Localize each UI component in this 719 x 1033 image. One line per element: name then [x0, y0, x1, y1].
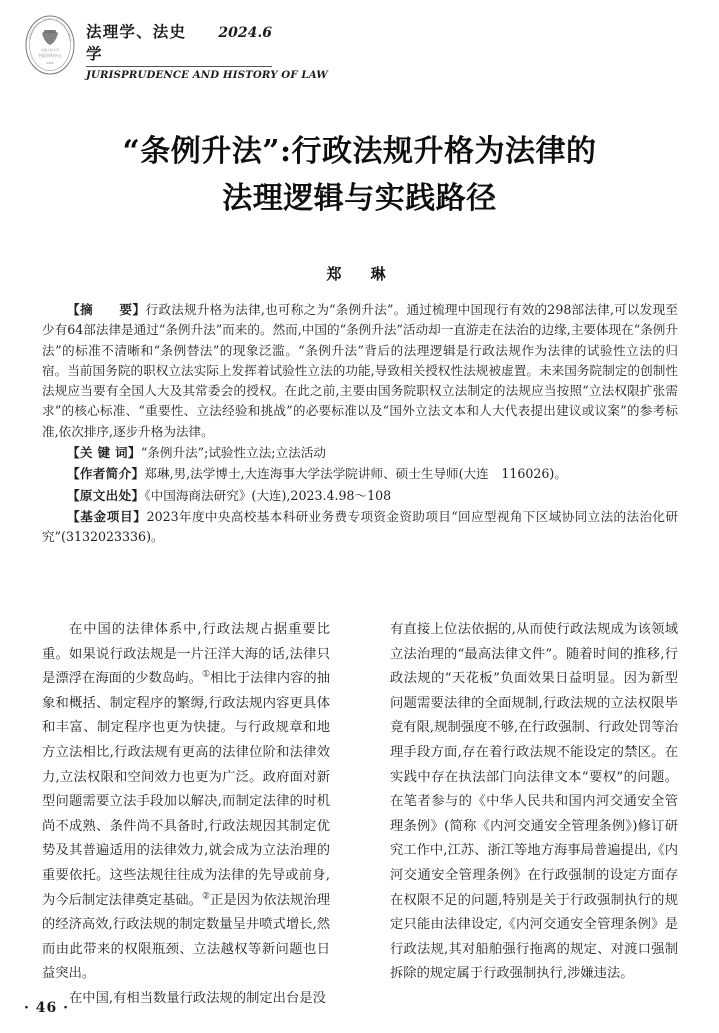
author-bio-label: 【作者简介】 — [67, 466, 145, 482]
keywords-text: “条例升法”;试验性立法;立法活动 — [140, 445, 326, 461]
article-title-line-2: 法理逻辑与实践路径 — [222, 181, 497, 216]
page-number: · 46 · — [24, 1000, 69, 1016]
body-text-segment: 相比于法律内容的抽象和概括、制定程序的繁缛,行政法规内容更具体和丰富、制定程序也更为快捷。与行政规章和地方立法相比,行政法规有更高的法律位阶和法律效力,立法权限和空间效力也更为广泛。政府面对新型问题需要立法手段加以解决,而制定法律的时机尚不成熟、条件尚不具备时,行政法规因其制定优势及其普遍适用的法律效力,就会成为立法治理的重要依托。这些法规往往成为法律的先导或前身,为今后制定法律奠定基础。 — [42, 671, 331, 908]
fund-text: 2023年度中央高校基本科研业务费专项资金资助项目“回应型视角下区域协同立法的法治化研究”(3132023336)。 — [42, 508, 678, 545]
body-column-left — [42, 618, 331, 1006]
journal-section-title-en: JURISPRUDENCE AND HISTORY OF LAW — [86, 69, 328, 81]
author-bio-line — [42, 464, 678, 484]
abstract-text: 行政法规升格为法律,也可称之为“条例升法”。通过梳理中国现行有效的298部法律,可以发现至少有64部法律是通过“条例升法”而来的。然而,中国的“条例升法”活动却一直游走在法治的边缘,主要体现在“条例升法”的标准不清晰和“条例替法”的现象泛滥。“条例升法”背后的法理逻辑是行政法规作为法律的试验性立法的归宿。当前国务院的职权立法实际上发挥着试验性立法的功能,导致相关授权性法规被虚置。未来国务院制定的创制性法规应当要有全国人大及其常委会的授权。在此之前,主要由国务院职权立法制定的法规应当按照“立法权限扩张需求”的核心标准、“重要性、立法经验和挑战”的必要标准以及“国外立法文本和人大代表提出建议或议案”的参考标准,依次排序,逐步升格为法律。 — [42, 302, 678, 439]
author-bio-text: 郑琳,男,法学博士,大连海事大学法学院讲师、硕士生导师(大连 116026)。 — [144, 466, 567, 482]
keywords-label: 【关 键 词】 — [67, 445, 141, 461]
body-paragraph: 在中国,有相当数量行政法规的制定出台是没 — [69, 990, 326, 1006]
keywords-line — [42, 443, 678, 463]
fund-label: 【基金项目】 — [67, 508, 147, 524]
fund-line — [42, 507, 678, 548]
journal-issue: 2024.6 — [218, 25, 272, 41]
body-columns — [42, 618, 678, 1006]
body-text-segment: 正是因为依法规治理的经济高效,行政法规的制定数量呈井喷式增长,然而由此带来的权限瓶颈、立法越权等新问题也日益突出。 — [42, 892, 331, 982]
body-column-right — [390, 618, 678, 982]
body-paragraph — [42, 618, 330, 987]
article-author: 郑 琳 — [326, 265, 393, 283]
masthead-primary-line — [86, 20, 272, 67]
source-text: 《中国海商法研究》(大连),2023.4.98～108 — [144, 487, 392, 503]
article-frontmatter — [42, 300, 678, 548]
svg-text:INTERNATIONAL CENTER FOR SOCIA: INTERNATIONAL CENTER FOR SOCIAL SCIENCE — [28, 17, 72, 42]
source-line — [42, 486, 678, 506]
article-title — [0, 128, 719, 222]
masthead — [22, 14, 328, 81]
masthead-text — [86, 14, 328, 81]
source-label: 【原文出处】 — [67, 487, 145, 503]
journal-section-title: 法理学、法史学 — [86, 23, 187, 63]
body-paragraph: 有直接上位法依据的,从而使行政法规成为该领域立法治理的“最高法律文件”。随着时间的推移,行政法规的“天花板”负面效果日益明显。因为新型问题需要法律的全面规制,行政法规的立法权限毕竟有限,规制强度不够,在行政强制、行政处罚等治理手段方面,存在着行政法规不能设定的禁区。在实践中存在执法部门向法律文本“要权”的问题。在笔者参与的《中华人民共和国内河交通安全管理条例》(简称《内河交通安全管理条例》)修订研究工作中,江苏、浙江等地方海事局普遍提出,《内河交通安全管理条例》在行政强制的设定方面存在权限不足的问题,特别是关于行政强制执行的规定只能由法律设定,《内河交通安全管理条例》是行政法规,其对船舶强行拖离的规定、对渡口强制拆除的规定属于行政强制执行,涉嫌违法。 — [390, 622, 678, 982]
svg-text:中国人民大学: 中国人民大学 — [40, 48, 60, 52]
footnote-marker-2: ② — [201, 891, 211, 902]
university-seal-icon — [22, 14, 78, 76]
abstract-label: 【摘 要】 — [67, 302, 146, 317]
svg-text:书报资料中心: 书报资料中心 — [38, 53, 62, 58]
svg-text:1958: 1958 — [46, 61, 54, 65]
article-title-line-1: “条例升法”:行政法规升格为法律的 — [122, 134, 597, 169]
footnote-marker-1: ① — [201, 669, 211, 680]
abstract-paragraph — [42, 300, 678, 442]
body-text-segment: 在中国的法律体系中,行政法规占据重要比重。如果说行政法规是一片汪洋大海的话,法律只是漂浮在海面的少数岛屿。 — [42, 622, 330, 687]
